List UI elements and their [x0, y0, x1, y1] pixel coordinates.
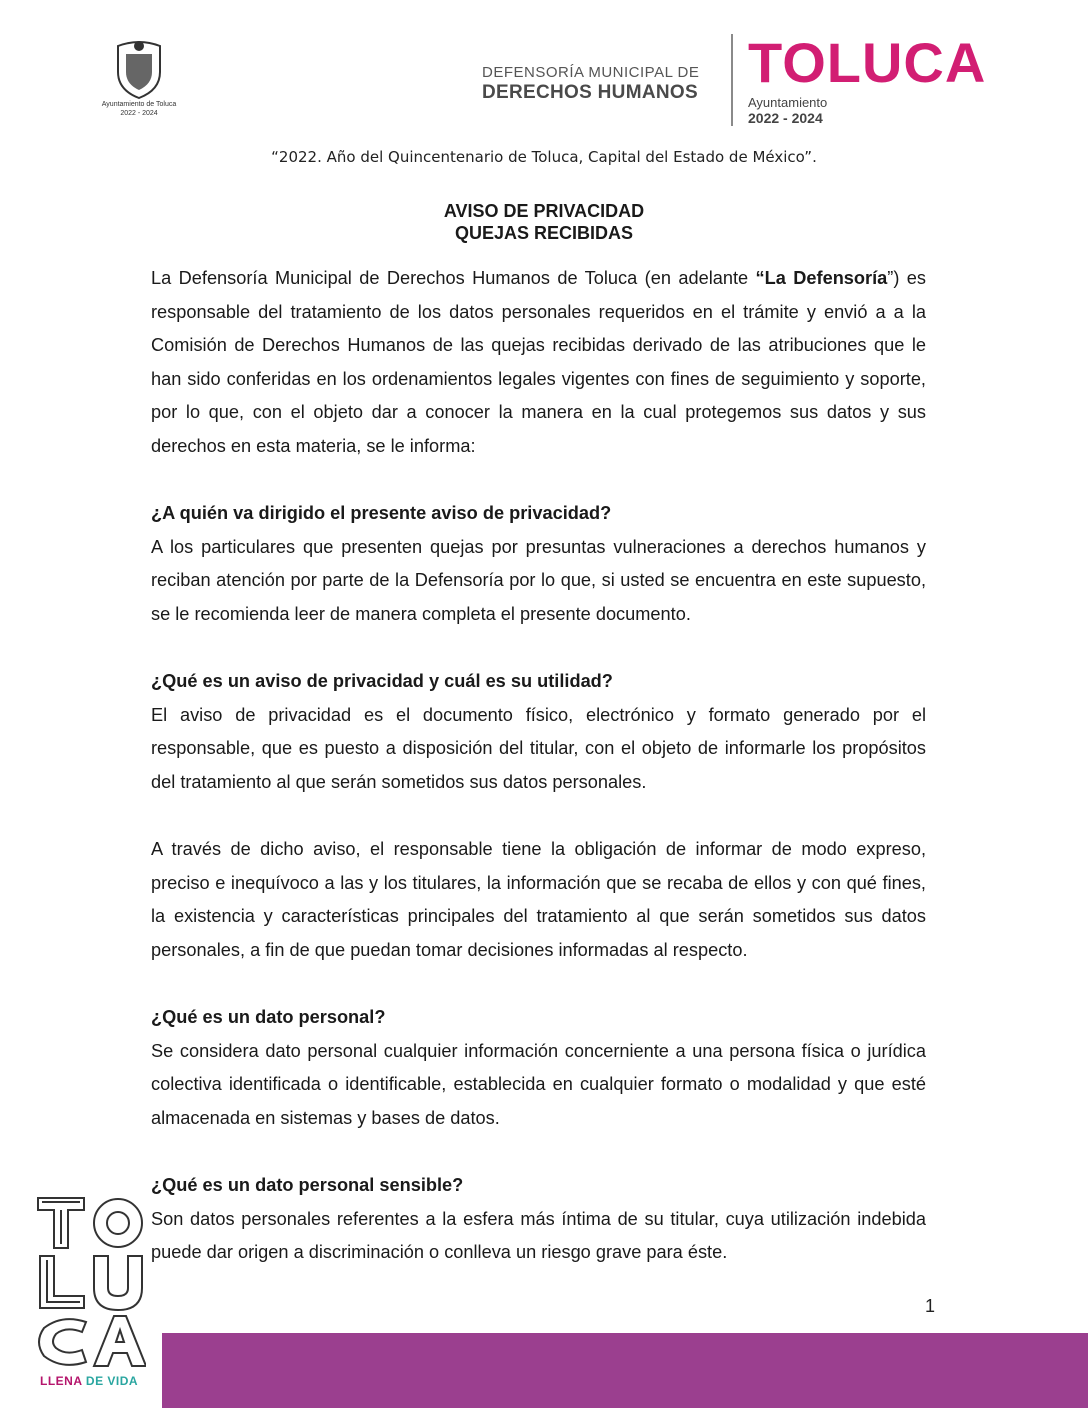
- document-title: [0, 200, 1088, 244]
- section-heading: ¿Qué es un dato personal?: [151, 1007, 386, 1028]
- intro-text-end: ”) es responsable del tratamiento de los datos personales requeridos en el trámite y envió a a la Comisión de Derechos Humanos de las quejas recibidas derivado de las atribuciones que le han sido conferidas en los ordenamientos legales vigentes con fines de seguimiento y soporte, por lo que, con el objeto dar a conocer la manera en la cual protegemos sus datos y sus derechos en esta materia, se le informa:: [151, 268, 927, 456]
- section-paragraph: Son datos personales referentes a la esfera más íntima de su titular, cuya utilización indebida puede dar origen a discriminación o conlleva un riesgo grave para éste.: [151, 1208, 926, 1263]
- year-motto: “2022. Año del Quincentenario de Toluca, Capital del Estado de México”.: [271, 148, 817, 166]
- department-name: [482, 64, 699, 104]
- intro-text-start: La Defensoría Municipal de Derechos Humanos de Toluca (en adelante: [151, 268, 756, 288]
- brand-subtitle: Ayuntamiento: [748, 95, 828, 110]
- section-paragraph: A los particulares que presenten quejas por presuntas vulneraciones a derechos humanos y reciban atención por parte de la Defensoría por lo que, si usted se encuentra en este supuesto, se le recomienda leer de manera completa el presente documento.: [151, 536, 926, 624]
- intro-paragraph: [151, 262, 926, 464]
- document-body: [151, 262, 926, 1270]
- tagline-part2: DE VIDA: [85, 1374, 139, 1388]
- seal-icon: [108, 38, 170, 100]
- seal-years: 2022 - 2024: [120, 110, 158, 117]
- section-heading: ¿Qué es un dato personal sensible?: [151, 1175, 464, 1196]
- department-line1: DEFENSORÍA MUNICIPAL DE: [482, 64, 700, 81]
- tagline-part1: LLENA: [40, 1374, 83, 1388]
- toluca-logo: [748, 31, 987, 126]
- section-heading: ¿A quién va dirigido el presente aviso de privacidad?: [151, 503, 612, 524]
- seal-caption: Ayuntamiento de Toluca: [101, 101, 177, 108]
- section-paragraph: Se considera dato personal cualquier información concerniente a una persona física o jurídica colectiva identificada o identificable, establecida en cualquier formato o modalidad y que esté almacenada en sistemas y bases de datos.: [151, 1040, 926, 1128]
- header-divider: [731, 34, 733, 126]
- footer-tagline: [40, 1374, 138, 1388]
- page-number: 1: [925, 1296, 936, 1316]
- brand-years: 2022 - 2024: [748, 110, 823, 126]
- title-line1: AVISO DE PRIVACIDAD: [443, 201, 645, 221]
- title-line2: QUEJAS RECIBIDAS: [454, 223, 634, 243]
- municipal-seal: [96, 38, 182, 124]
- toluca-outline-icon: [36, 1196, 146, 1368]
- section-paragraph: El aviso de privacidad es el documento físico, electrónico y formato generado por el responsable, que es puesto a disposición del titular, con el objeto de informarle los propósitos del tratamiento al que serán sometidos sus datos personales.: [151, 704, 926, 792]
- section-paragraph: A través de dicho aviso, el responsable tiene la obligación de informar de modo expreso, preciso e inequívoco a las y los titulares, la información que se recaba de ellos y con qué fines, la existencia y características principales del tratamiento al que serán sometidos sus datos personales, a fin de que puedan tomar decisiones informadas al respecto.: [151, 839, 926, 960]
- brand-word: TOLUCA: [748, 31, 987, 94]
- section-heading: ¿Qué es un aviso de privacidad y cuál es su utilidad?: [151, 671, 613, 692]
- intro-bold-term: “La Defensoría: [755, 268, 888, 288]
- department-line2: DERECHOS HUMANOS: [482, 82, 698, 103]
- side-toluca-logo: [36, 1196, 146, 1373]
- footer-color-bar: [162, 1333, 1088, 1408]
